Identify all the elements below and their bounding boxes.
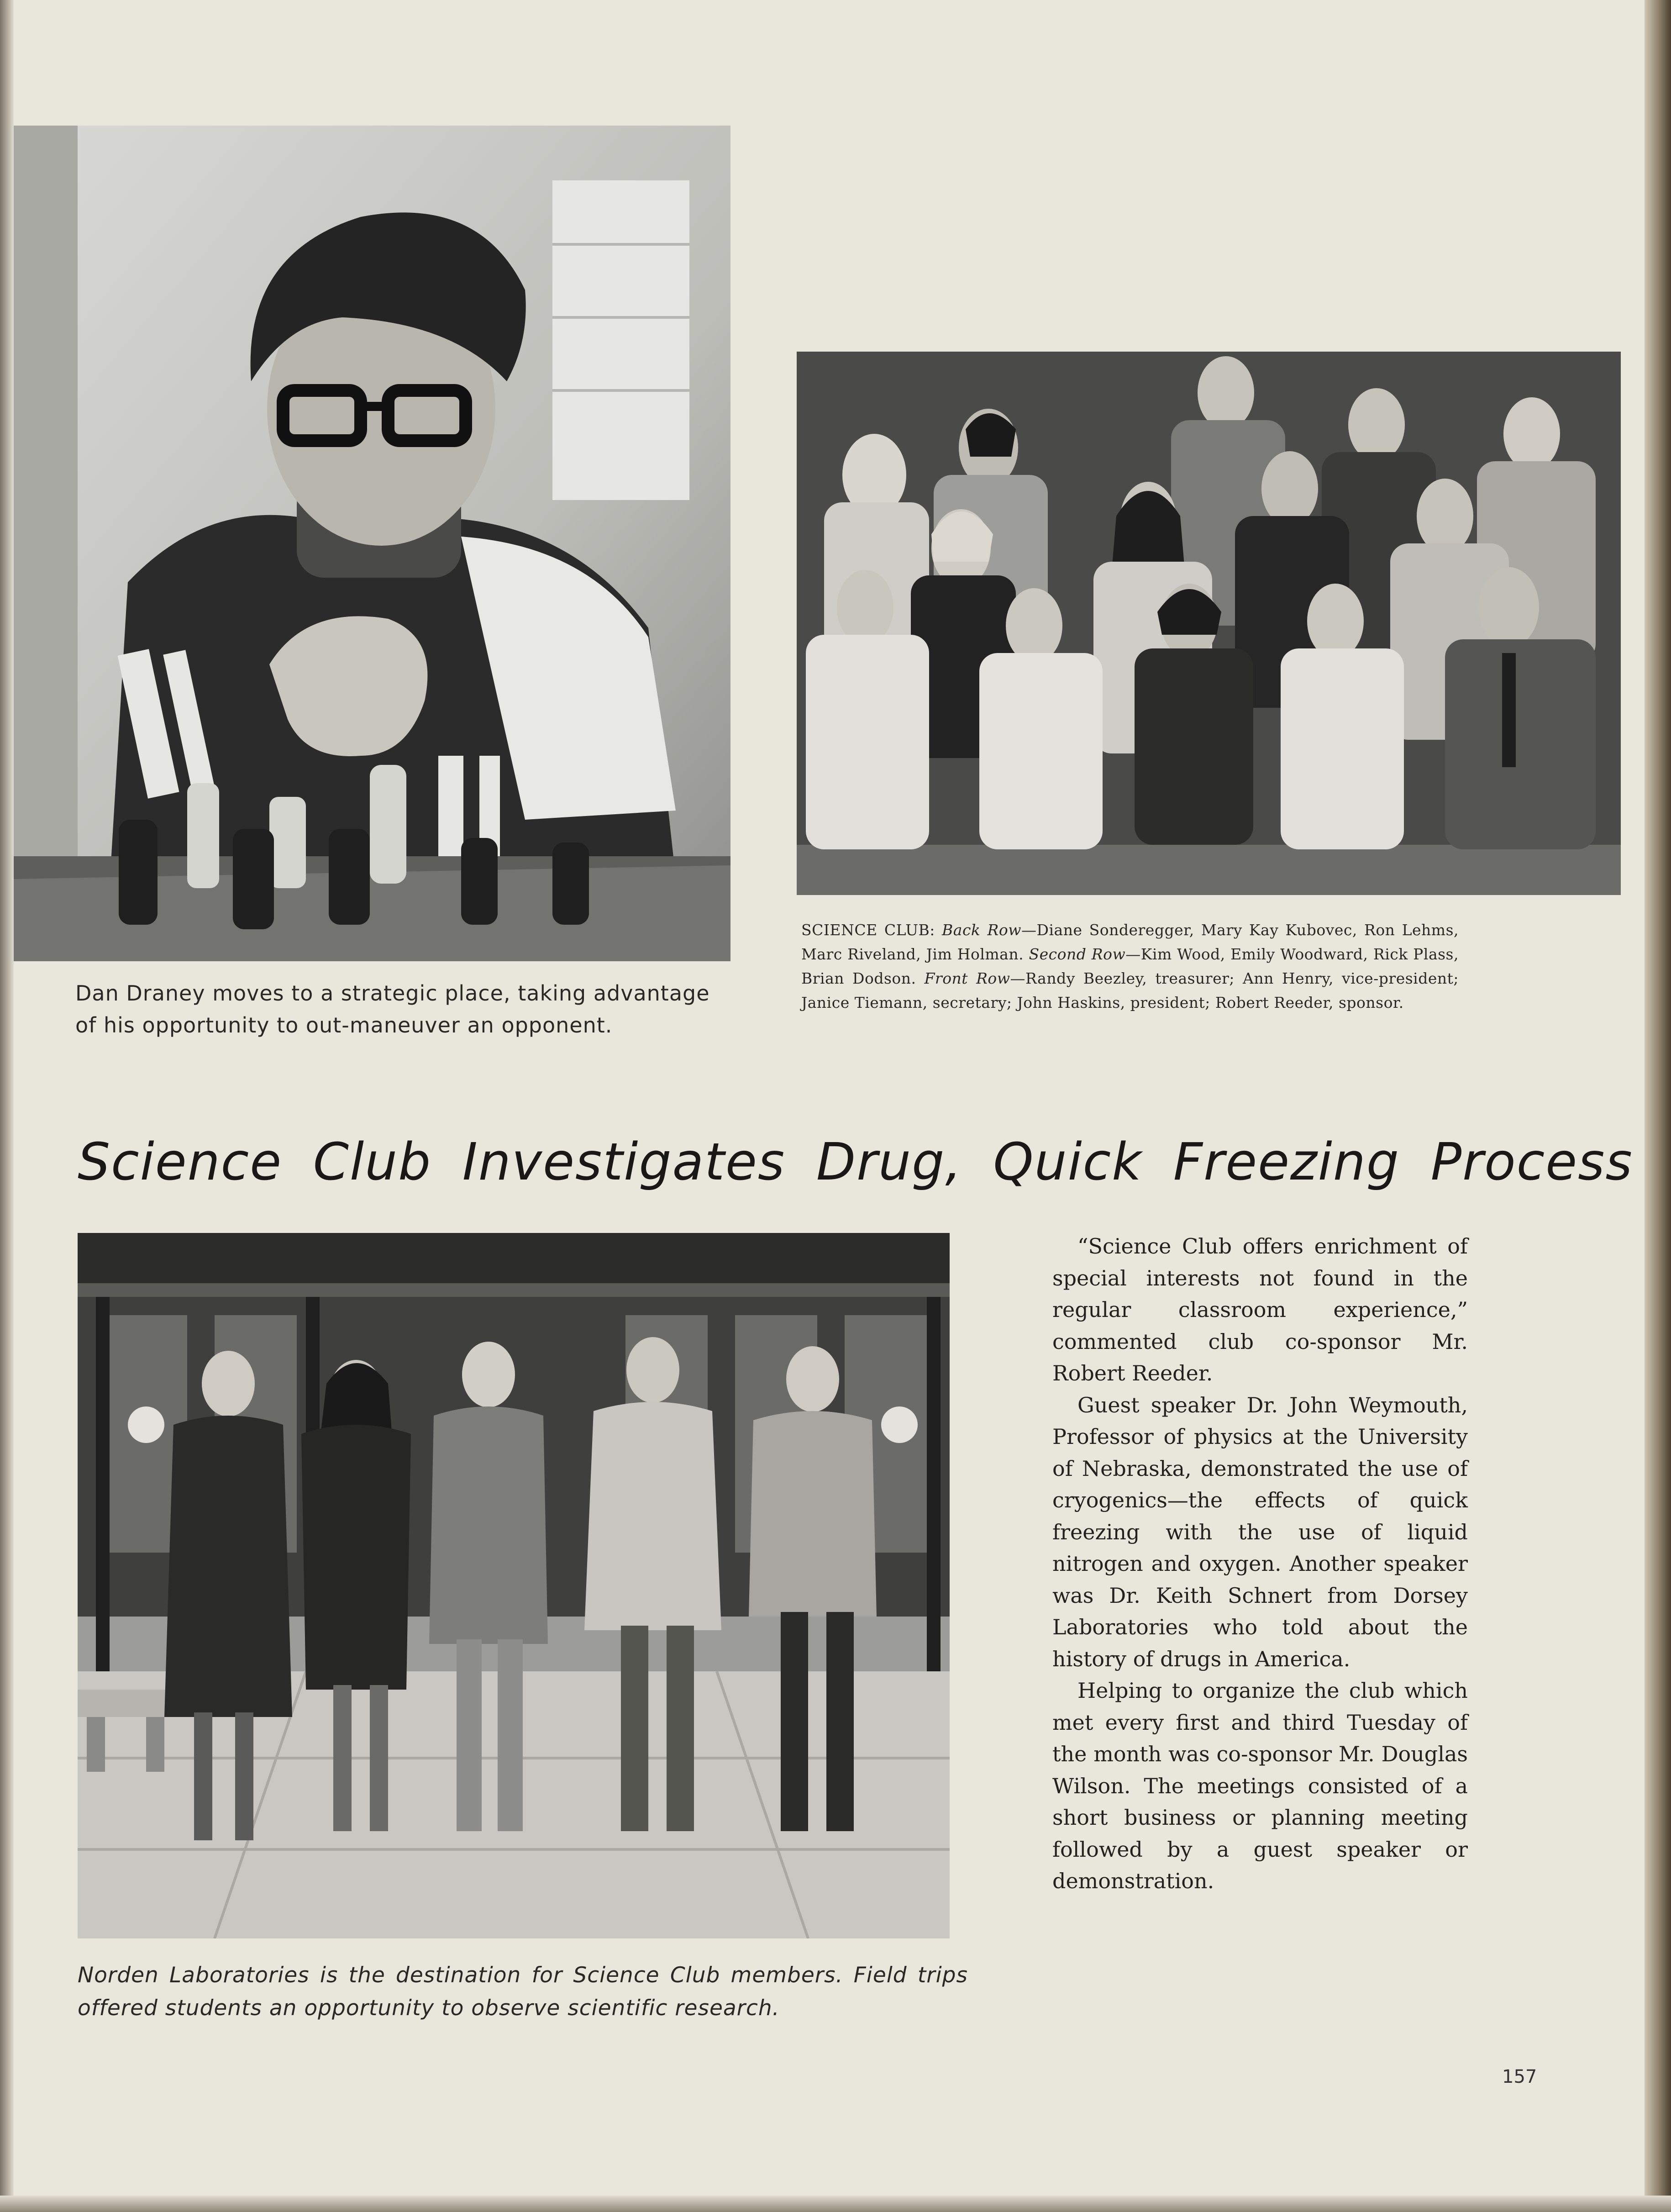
page-edge: [1645, 0, 1671, 2212]
caption-lead: SCIENCE CLUB:: [801, 921, 942, 939]
article-paragraph: Guest speaker Dr. John Weymouth, Professor of physics at the University of Nebraska, demonstrated the use of cryogenics—the effects of quick freezing with the use of liquid nitrogen and oxygen. Another speaker was Dr. Keith Schnert from Dorsey Laboratories who told about the history of drugs in America.: [1052, 1392, 1468, 1671]
article-headline: Science Club Investigates Drug, Quick Freezing Process: [78, 1132, 1633, 1192]
chess-photo-caption: Dan Draney moves to a strategic place, taking advantage of his opportunity to out-maneuver an opponent.: [75, 981, 710, 1038]
page-bottom-edge: [0, 2196, 1671, 2212]
article-body: [1052, 1231, 1468, 1897]
chess-player-photo: [14, 126, 730, 961]
article-paragraph: “Science Club offers enrichment of special interests not found in the regular classroom experience,” commented club co-sponsor Mr. Robert Reeder.: [1052, 1234, 1468, 1385]
norden-laboratories-photo: [78, 1233, 950, 1938]
page-number: 157: [1502, 2066, 1537, 2087]
back-row-label: Back Row: [942, 921, 1022, 939]
front-row-names: —Randy Beezley, treasurer; Ann Henry, vice-president; Janice Tiemann, secretary; John Haskins, president; Robert Reeder, sponsor.: [801, 969, 1459, 1011]
norden-photo-caption: Norden Laboratories is the destination for Science Club members. Field trips offered students an opportunity to observe scientific research.: [78, 1963, 968, 2021]
front-row-label: Front Row: [924, 969, 1010, 987]
second-row-label: Second Row: [1029, 945, 1126, 963]
back-row-names: —Diane Sonderegger, Mary Kay Kubovec, Ron Lehms, Marc Riveland, Jim Holman.: [801, 921, 1459, 963]
science-club-caption: [801, 918, 1459, 1015]
article-paragraph: Helping to organize the club which met every first and third Tuesday of the month was co-sponsor Mr. Douglas Wilson. The meetings consisted of a short business or planning meeting followed by a guest speaker or demonstration.: [1052, 1678, 1468, 1893]
second-row-names: —Kim Wood, Emily Woodward, Rick Plass, Brian Dodson.: [801, 945, 1459, 987]
page-binding-shadow: [0, 0, 14, 2212]
science-club-group-photo: [797, 352, 1621, 895]
